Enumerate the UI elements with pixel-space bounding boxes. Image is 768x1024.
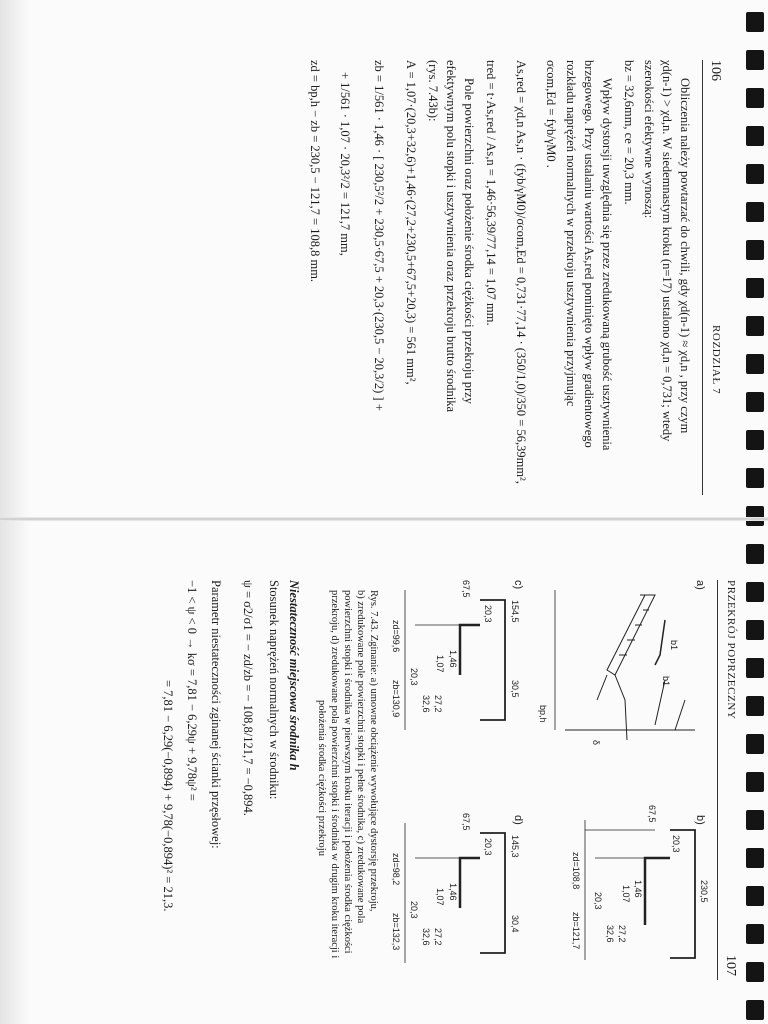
text-line: Parametr niestateczności zginanej ścianki przęsłowej:: [209, 580, 223, 849]
page-107: [20, 580, 740, 980]
figure-7-43: [385, 580, 715, 980]
text-line: rozkładu naprężeń normalnych w przekroju usztywnienia przyjmując: [564, 60, 578, 407]
dim-label: 1,07: [621, 885, 631, 903]
binding-ring: [746, 620, 764, 640]
dim-label: 1,07: [435, 655, 445, 673]
panel-a-diagram: [555, 590, 695, 740]
dim-label: b1: [669, 640, 679, 651]
dim-label: b1: [661, 676, 671, 687]
page-header: [702, 60, 725, 495]
dim-label: zd=108,8: [571, 852, 581, 890]
binding-ring: [746, 468, 764, 488]
dim-label: 20,3: [409, 668, 419, 686]
dim-label: zd=99,6: [391, 620, 401, 653]
binding-ring: [746, 772, 764, 792]
page-fold: [0, 517, 768, 521]
dim-label: 27,2: [433, 695, 443, 713]
text-line: σcom,Ed = fyb/γM0 .: [544, 60, 558, 168]
dim-label: 32,6: [421, 695, 431, 713]
binding-ring: [746, 1000, 764, 1020]
text-line: χd(n-1) > χd,n. W siedemnastym kroku (n=17) ustalono χd,n = 0,731; wtedy: [660, 60, 674, 442]
dim-label: 30,5: [510, 680, 520, 698]
text-line: Pole powierzchni oraz położenie środka ciężkości przekroju przy: [462, 78, 476, 404]
binding-ring: [746, 278, 764, 298]
dim-label: 1,46: [633, 880, 643, 898]
text-line: Stosunek naprężeń normalnych w środniku:: [267, 580, 281, 800]
dim-label: 20,3: [593, 892, 603, 910]
dim-label: 27,2: [617, 925, 627, 943]
dim-label: 20,3: [483, 838, 493, 856]
dim-label: 20,3: [671, 835, 681, 853]
text-line: Wpływ dystorsji uwzględnia się przez zredukowaną grubość usztywnienia: [600, 78, 614, 451]
figure-caption-line: położenia środka ciężkości przekroju: [316, 700, 327, 856]
dim-label: 145,3: [510, 835, 520, 858]
dim-label: zb=130,9: [391, 680, 401, 718]
chapter-title: ROZDZIAŁ 7: [710, 325, 722, 395]
text-line: (rys. 7.43b):: [426, 60, 440, 122]
dim-label: 32,6: [421, 928, 431, 946]
panel-label-b: b): [694, 815, 706, 825]
binding-ring: [746, 316, 764, 336]
figure-caption-line: powierzchni stopki i środnika w pierwszym kroku iteracji i położenia środka ciężkości: [342, 590, 353, 954]
figure-caption-line: Rys. 7.43. Zginanie: a) umowne obciążenie wywołujące dystorsję przekroju,: [368, 590, 379, 912]
binding-ring: [746, 240, 764, 260]
equation-k-sigma: −1 < ψ < 0 → kσ = 7,81 − 6,29ψ + 9,78ψ² =: [185, 580, 199, 801]
binding-ring: [746, 354, 764, 374]
panel-label-c: c): [512, 580, 524, 590]
panel-label-a: a): [694, 580, 706, 590]
figure-caption-line: b) zredukowane pole powierzchni stopki i pełne środnika, c) zredukowane pola: [355, 590, 366, 924]
page-number: 106: [708, 60, 723, 81]
dim-label: 1,07: [435, 888, 445, 906]
panel-label-d: d): [512, 815, 524, 825]
page-header: [717, 580, 740, 980]
binding-ring: [746, 696, 764, 716]
section-title: Niestateczność miejscowa środnika h: [287, 580, 301, 771]
equation-zd: zd = bp,h − zb = 230,5 − 121,7 = 108,8 mm.: [308, 60, 322, 283]
binding-ring: [746, 88, 764, 108]
text-line: bz = 32,6mm, ce = 20,3 mm.: [622, 60, 636, 205]
binding-ring: [746, 658, 764, 678]
dim-label: δ: [591, 740, 601, 746]
binding-ring: [746, 430, 764, 450]
dim-label: 154,5: [510, 600, 520, 623]
binding-ring: [746, 392, 764, 412]
equation-zb-cont: + 1/561 · 1,07 · 20,3²/2 = 121,7 mm,: [338, 72, 352, 256]
binding-ring: [746, 50, 764, 70]
dim-label: 230,5: [699, 880, 709, 903]
equation-zb: zb = 1/561 · 1,46 · [ 230,5²/2 + 230,5·67,5 + 20,3·(230,5 − 20,3/2) ] +: [372, 60, 386, 411]
text-line: Obliczenia należy powtarzać do chwili, gdy χd(n-1) ≈ χd,n , przy czym: [678, 78, 692, 434]
text-line: szerokości efektywne wynoszą:: [642, 60, 656, 219]
dim-label: 67,5: [461, 813, 471, 831]
binding-ring: [746, 848, 764, 868]
text-line: brzegowego. Przy ustalaniu wartości As,red pominięto wpływ gradientowego: [582, 60, 596, 448]
dim-label: 20,3: [483, 605, 493, 623]
figure-caption-line: przekroju, d) zredukowane pola powierzchni stopki i środnika w drugim kroku iteracji i: [329, 590, 340, 959]
dim-label: zb=121,7: [571, 912, 581, 950]
dim-label: 20,3: [409, 901, 419, 919]
binding-ring: [746, 12, 764, 32]
equation-as-red: As,red = χd,n As,n · (fyb/γM0)/σcom,Ed = 0,731·77,14 · (350/1,0)/350 = 56,39mm²,: [514, 60, 528, 484]
binding-ring: [746, 886, 764, 906]
equation-t-red: tred = t·As,red / As,n = 1,46·56,39/77,14 = 1,07 mm.: [484, 60, 498, 326]
page-number: 107: [723, 955, 738, 976]
equation-k-sigma-result: = 7,81 − 6,29(−0,894) + 9,78(−0,894)² = 21,3.: [161, 680, 175, 912]
binding-ring: [746, 962, 764, 982]
binding-ring: [746, 126, 764, 146]
dim-label: 30,4: [510, 915, 520, 933]
dim-label: zd=98,2: [391, 853, 401, 886]
dim-label: 1,46: [448, 883, 458, 901]
chapter-title: PRZEKRÓJ POPRZECZNY: [725, 580, 737, 720]
dim-label: bp,h: [538, 705, 548, 723]
dim-label: 32,6: [605, 925, 615, 943]
dim-label: 67,5: [647, 805, 657, 823]
dim-label: 67,5: [461, 580, 471, 598]
equation-psi: ψ = σ2/σ1 = − zd/zb = − 108,8/121,7 = −0,894.: [241, 580, 255, 816]
binding-ring: [746, 164, 764, 184]
binding-ring: [746, 506, 764, 526]
dim-label: 27,2: [433, 928, 443, 946]
binding-ring: [746, 734, 764, 754]
text-line: efektywnym polu stopki i usztywnienia oraz przekroju brutto środnika: [444, 60, 458, 413]
equation-area: A = 1,07·(20,3+32,6)+1,46·(27,2+230,5+67,5+20,3) = 561 mm²,: [404, 60, 418, 385]
dim-label: zb=132,3: [391, 913, 401, 951]
binding-ring: [746, 582, 764, 602]
dim-label: 1,46: [448, 650, 458, 668]
binding-ring: [746, 202, 764, 222]
binding-ring: [746, 810, 764, 830]
page-106: [60, 60, 725, 495]
binding-ring: [746, 544, 764, 564]
binding-ring: [746, 924, 764, 944]
